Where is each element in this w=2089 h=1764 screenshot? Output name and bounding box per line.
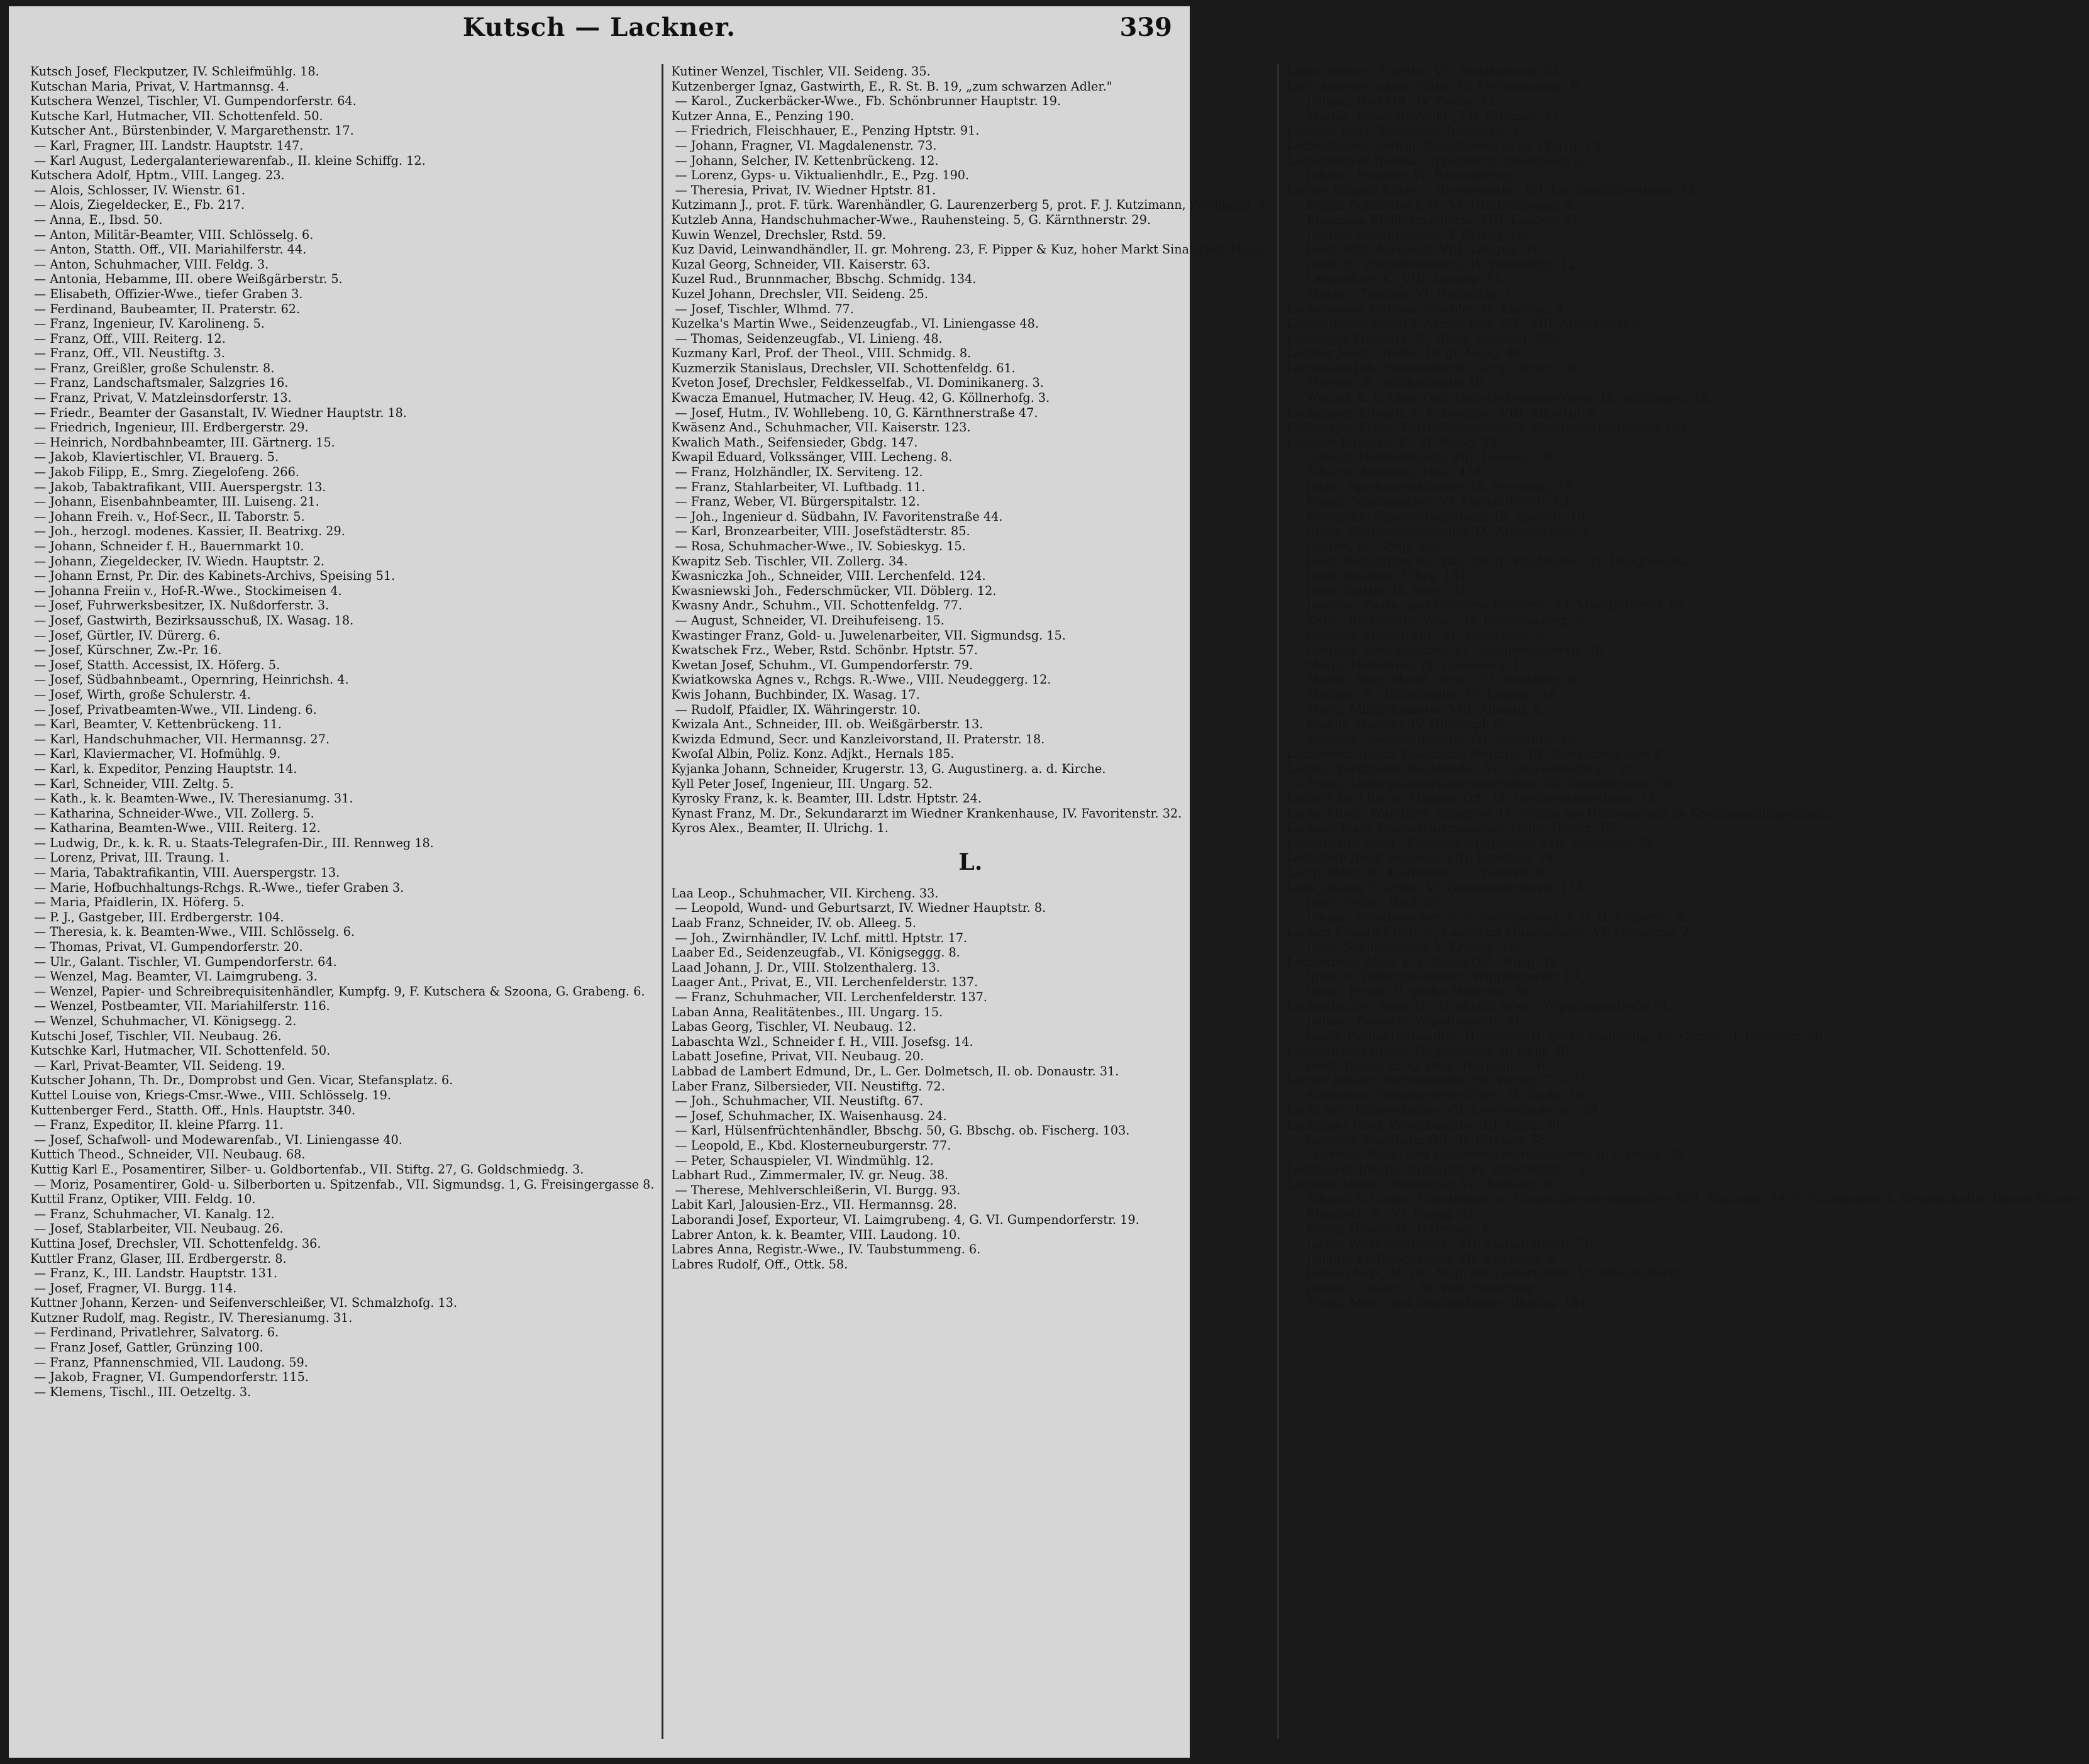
directory-entry: — Leopoldine, K., VIII. Langeg. 51. — [1290, 272, 1506, 287]
directory-entry: Lach Andreas, akad. Maler, IV. Fleischmanng. 6. — [1287, 79, 1583, 94]
directory-entry: — Johann, Post-Off., IV. Preßg. 11. — [1290, 94, 1499, 109]
directory-entry: Laa Leop., Schuhmacher, VII. Kircheng. 33. — [671, 885, 939, 901]
directory-entry: — Josef, Beamter, Whrg. 161. — [1290, 569, 1471, 584]
directory-entry: Kuzel Rud., Brunnmacher, Bbschg. Schmidg. 134. — [671, 272, 977, 287]
directory-entry: — Josef, Schuhmacher, V. Krongg. 15. — [1290, 940, 1521, 955]
directory-entry: Kwastinger Franz, Gold- u. Juwelenarbeiter, VII. Sigmundsg. 15. — [671, 628, 1066, 643]
directory-entry: — Karl, Bronzearbeiter, VIII. Josefstädterstr. 85. — [675, 524, 970, 539]
directory-entry: — Martin, Mag.-Markt-Cmsr., VII. Neustiftg. 93. — [1290, 672, 1586, 687]
directory-entry: Labatt Josefine, Privat, VII. Neubaug. 20. — [671, 1049, 924, 1064]
directory-entry: Lachenbauer Ludwig, Buchbinder, II. gr. Pfarrg. 14. — [1287, 138, 1605, 153]
directory-entry: — Johann, Schuhmacher, II. Schrottgießerg. 4, G. II. Praterstr. 8. — [1290, 909, 1688, 924]
directory-entry: — Ignaz v., Zeitungs-Redact., Wipplingerstr. 19. — [1290, 969, 1583, 984]
directory-entry: Lachenmayer Helena, Ursulinerin, Johannesg. 8. — [1287, 153, 1586, 168]
directory-entry: Lackenbach Alois, k. k. Kassa-Off., Whrg. 167. — [1287, 954, 1570, 969]
directory-entry: Labres Rudolf, Off., Ottk. 58. — [671, 1256, 848, 1272]
directory-entry: Kwapil Eduard, Volkssänger, VIII. Lecheng. 8. — [671, 450, 953, 465]
directory-entry: — Karl, Privat-Beamter, VII. Seideng. 19. — [34, 1058, 285, 1073]
directory-entry: — Karl, Beamter, V. Kettenbrückeng. 11. — [34, 717, 282, 732]
directory-entry: — Wenzel, k. k. Ober-Post-Amts-Oekonomie-Verw., IX. Währinger. 12. — [1290, 391, 1712, 406]
directory-entry: Kutscher Ant., Bürstenbinder, V. Margarethenstr. 17. — [30, 123, 354, 138]
directory-entry: — Johann Nep., M. Dr., Mag. der Geburtshilfe, VI. Mariahilferstr. 1. — [1290, 1266, 1704, 1281]
directory-entry: Lackl Joh., Bilderhändler, VII. Lerchenfelderstr. 29. — [1287, 1102, 1601, 1118]
directory-entry: Kwatschek Frz., Weber, Rstd. Schönbr. Hptstr. 57. — [671, 643, 978, 658]
directory-entry: — Josef, Sattler, IX. Seeg. 22. — [1290, 583, 1470, 598]
directory-entry: Laager Ant., Privat, E., VII. Lerchenfelderstr. 137. — [671, 975, 978, 990]
directory-entry: Kwäsenz And., Schuhmacher, VII. Kaiserstr. 123. — [671, 420, 971, 435]
directory-entry: — Franz, Schuhmacher, VI. Kanalg. 12. — [34, 1206, 275, 1221]
directory-entry: — Josef, Statth. Accessist, IX. Höferg. 5. — [34, 657, 280, 672]
directory-entry: — Franz, Ingenieur, IV. Karolineng. 5. — [34, 316, 265, 331]
directory-entry: Kwoſal Albin, Poliz. Konz. Adjkt., Hernals 185. — [671, 746, 955, 762]
directory-entry: — Leopold, Schuhmacher, VI. Gumpendorferstr. 40. — [1290, 643, 1607, 658]
directory-entry: Kuttich Theod., Schneider, VII. Neubaug. 68. — [30, 1147, 306, 1162]
directory-entry: — Klemens, Tischl., III. Oetzeltg. 3. — [34, 1384, 252, 1399]
directory-entry: — Johann, Fragner, VI. Magdalenenstr. 73. — [675, 138, 937, 153]
directory-entry: — Leopold, E., Kbd. Klosterneuburgerstr. 77. — [675, 1138, 951, 1153]
directory-entry: — Katharina, Beamten-Wwe., VIII. Reiterg. 12. — [34, 821, 321, 836]
directory-entry: Laban Anna, Realitätenbes., III. Ungarg. 15. — [671, 1004, 943, 1019]
directory-entry: Lachiewicz Julian, Eisenbahn-Beamter, III. Salesianergasse 27. — [1287, 746, 1673, 762]
directory-entry: Kutsch Josef, Fleckputzer, IV. Schleifmühlg. 18. — [30, 64, 319, 79]
directory-entry: — Rudolf, Pfaidler, IX. Währingerstr. 10. — [675, 702, 921, 717]
directory-entry: Kwacza Emanuel, Hutmacher, IV. Heug. 42, G. Köllnerhofg. 3. — [671, 391, 1050, 406]
directory-entry: — Josef, Gastwirth, Bezirksausschuß, IX. Wasag. 18. — [34, 613, 354, 628]
directory-entry: Kuzmany Karl, Prof. der Theol., VIII. Schmidg. 8. — [671, 346, 972, 361]
directory-entry: — Josef, Tischler, Wlhmd. 77. — [675, 301, 854, 316]
directory-entry: Labres Anna, Registr.-Wwe., IV. Taubstummeng. 6. — [671, 1242, 981, 1257]
directory-entry: — Jakob Filipp, E., Smrg. Ziegelofeng. 266. — [34, 465, 299, 480]
directory-entry: — Johann Freih. v., Hof-Secr., II. Taborstr. 5. — [34, 509, 305, 524]
directory-entry: Kutzer Anna, E., Penzing 190. — [671, 108, 855, 123]
directory-entry: Lachy Moriz B., Kaufmann, II. Praterstr. 8. — [1287, 865, 1548, 880]
directory-entry: Labbad de Lambert Edmund, Dr., L. Ger. Dolmetsch, II. ob. Donaustr. 31. — [671, 1064, 1119, 1079]
directory-entry: Lachstädter Mich., Eisenbahn-Ingenieur, VIII. Lercheng. 23. — [1287, 835, 1656, 850]
directory-entry: — Wenzel, Schuhmacher, VI. Königsegg. 2. — [34, 1014, 297, 1028]
directory-entry: — Franz, K., III. Landstr. Hauptstr. 131. — [34, 1266, 278, 1281]
directory-entry: — Franz, Pfannenschmied, VII. Laudong. 59. — [34, 1355, 308, 1370]
directory-entry: Lacker Johann, Pechbaendler, Sh. Wehrg. 72—73. — [1287, 1073, 1591, 1088]
directory-entry: Kuttig Karl E., Posamentirer, Silber- u. Goldbortenfab., VII. Stiftg. 27, G. Goldschmiedg. 3. — [30, 1162, 584, 1177]
directory-entry: — Karol., Zuckerbäcker-Wwe., Fb. Schönbrunner Hauptstr. 19. — [675, 94, 1061, 109]
directory-entry: — Josef, Min. Accessist, VIII. Langeg. 51. — [1290, 242, 1543, 257]
directory-entry: Kuttenberger Ferd., Statth. Off., Hnls. Hauptstr. 340. — [30, 1102, 356, 1118]
directory-entry: Kwiatkowska Agnes v., Rchgs. R.-Wwe., VIII. Neudeggerg. 12. — [671, 672, 1051, 687]
directory-entry: Kwetan Josef, Schuhm., VI. Gumpendorferstr. 79. — [671, 657, 973, 672]
directory-entry: — Lorenz, Privat, III. Traung. 1. — [34, 850, 230, 865]
directory-entry: — Josef, Weber, Rstd. 29. — [1290, 895, 1444, 910]
directory-entry: — Rosa, Schuhmacher-Wwe., IV. Sobieskyg. 15. — [675, 539, 966, 553]
directory-entry: Kuzel Johann, Drechsler, VII. Seideng. 25. — [671, 286, 928, 301]
directory-entry: Kynast Franz, M. Dr., Sekundararzt im Wiedner Krankenhause, IV. Favoritenstr. 32. — [671, 806, 1182, 821]
directory-entry: — Karl, Handschuhmacher, VII. Hermannsg. 27. — [34, 731, 330, 746]
directory-entry: — Heinrich, Nordbahnbeamter, III. Gärtnerg. 15. — [34, 435, 335, 450]
directory-entry: Lachner Barbara, E., VI. Webg. 22. — [1287, 435, 1501, 450]
directory-entry: Kwizala Ant., Schneider, III. ob. Weißgärberstr. 13. — [671, 717, 984, 732]
directory-entry: Kwasniczka Joh., Schneider, VIII. Lerchenfeld. 124. — [671, 569, 986, 584]
directory-entry: — Ferdinand, Baubeamter, II. Praterstr. 62. — [34, 301, 301, 316]
directory-entry: Kutzimann J., prot. F. türk. Warenhändler, G. Laurenzerberg 5, prot. F. J. Kutzimann, Predigerg. 5. — [671, 197, 1270, 213]
directory-entry: Lachermann Andreas, Tischler, IV. Karolyg. 4. — [1287, 301, 1568, 316]
directory-entry: Laad Johann, J. Dr., VIII. Stolzenthalerg. 13. — [671, 960, 940, 975]
directory-entry: — Anna, E., Ibsd. 50. — [34, 212, 163, 227]
directory-entry: — Therese, Mehlverschleißerin, VI. Burgg. 93. — [675, 1182, 961, 1197]
directory-entry: — Joh., Ingenieur d. Südbahn, IV. Favoritenstraße 44. — [675, 509, 1003, 524]
directory-entry: — Franz, Weber, VI. Bürgerspitalstr. 12. — [675, 494, 920, 509]
directory-entry: — Theresia, Mehl- und Hülsenfrüchtenhändlerin, II. Circusg. 35. — [1290, 1147, 1687, 1162]
directory-entry: Kutscher Johann, Th. Dr., Domprobst und Gen. Vicar, Stefansplatz. 6. — [30, 1073, 453, 1088]
directory-entry: — Moriz, Posamentirer, Gold- u. Silberborten u. Spitzenfab., VII. Sigmundsg. 1, G. Freisingergasse 8. — [34, 1177, 655, 1192]
directory-entry: Lachant Josef, Schneider, Bäckerstr. 1. — [1287, 123, 1524, 138]
directory-entry: Kwasny Andr., Schuhm., VII. Schottenfeldg. 77. — [671, 598, 963, 613]
directory-entry: — Franz, Ledergalanteriewarenarbeiter, VII. Neustiftgasse 56. — [1290, 776, 1675, 791]
directory-columns — [23, 64, 2081, 1739]
directory-entry: — Josef, Hutm., IV. Wohllebeng. 10, G. Kärnthnerstraße 47. — [675, 405, 1038, 420]
directory-entry: Laab Franz, Schneider, IV. ob. Alleeg. 5. — [671, 916, 916, 931]
directory-entry: — Josef, Hauer, E., O. Dblg. Herreng. 170. — [1290, 1058, 1549, 1073]
directory-entry: Lachinger Eleonora, E., Gbdg. Bäckerg. 255. — [1287, 331, 1562, 346]
directory-entry: — Ludwig, Dr., k. k. R. u. Staats-Telegrafen-Dir., III. Rennweg 18. — [34, 835, 434, 850]
directory-entry: Kutzner Rudolf, mag. Registr., IV. Theresianumg. 31. — [30, 1310, 353, 1325]
directory-entry: — Johann, Eisenbahnbeamter, III. Luiseng. 21. — [34, 494, 319, 509]
directory-entry: Kutsche Karl, Hutmacher, VII. Schottenfeld. 50. — [30, 108, 323, 123]
section-letter: L. — [958, 848, 983, 875]
column-left — [23, 64, 662, 1739]
directory-entry: — Franz, Expeditor, II. kleine Pfarrg. 11. — [34, 1118, 284, 1133]
directory-entry: Laaber Ed., Seidenzeugfab., VI. Königseggg. 8. — [671, 945, 960, 960]
directory-entry: — Johann Ernst, Pr. Dir. des Kabinets-Archivs, Speising 51. — [34, 569, 396, 584]
directory-entry: — Franz Josef, Gattler, Grünzing 100. — [34, 1340, 263, 1355]
directory-entry: Kutiner Wenzel, Tischler, VII. Seideng. 35. — [671, 64, 931, 79]
directory-entry: — Joh., Schuhmacher, VII. Neustiftg. 67. — [675, 1094, 924, 1109]
directory-entry: — Josef, Wirth, große Schulerstr. 4. — [34, 687, 251, 702]
directory-entry: — Therese, E., Mölkerbastei 10. — [1290, 375, 1488, 391]
directory-entry: Lackinger Josef, Privatbeamter, III. Hezg. 30. — [1287, 1118, 1565, 1133]
directory-entry: — P. J., Gastgeber, III. Erdbergerstr. 104. — [34, 909, 284, 924]
directory-entry: Lachstein Josef, Beamter, VIII. Laudong. 14. — [1287, 850, 1558, 865]
directory-entry: — Moriz, Militärbeamter, VIII. Albertg. 6. — [1290, 702, 1545, 717]
directory-entry: — Thomas, Seidenzeugfab., VI. Linieng. 48. — [675, 331, 943, 346]
page-header — [9, 6, 1190, 60]
directory-entry: — Johann, Glaser, O. St. Veit Thereſieng. 53. — [1290, 1280, 1562, 1295]
directory-entry: Lackenbacher Anna Th., Großhdlr.-Wwe., Wipplingerstraße 31. — [1287, 999, 1673, 1014]
directory-entry: Kutschke Karl, Hutmacher, VII. Schottenfeld. 50. — [30, 1043, 331, 1058]
directory-entry: — Franz, Schuhmacher, VI. Mariahilferstr. 63. — [1290, 494, 1573, 509]
directory-entry: — Karl, k. Expeditor, Penzing Hauptstr. 14. — [34, 761, 297, 776]
directory-entry: Labhart Rud., Zimmermaler, IV. gr. Neug. 38. — [671, 1168, 949, 1183]
directory-entry: Kyros Alex., Beamter, II. Ulrichg. 1. — [671, 821, 889, 836]
directory-entry: — Johann, Fragner, VI. Barnabiteng. 5. — [1290, 168, 1529, 183]
directory-entry: — Katharina, Fleischselcher-Wwe., IX. Badg. 10. — [1290, 1087, 1588, 1102]
directory-entry: — Johanna Freiin v., Hof-R.-Wwe., Stockimeisen 4. — [34, 583, 342, 598]
directory-entry: — Franz, Off., VIII. Reiterg. 12. — [34, 331, 226, 346]
directory-entry: Kyrosky Franz, k. k. Beamter, III. Ldstr. Hptstr. 24. — [671, 791, 982, 806]
directory-entry: — Franziska, Spielereihandlung, IX. Alserstr. 18. — [1290, 509, 1590, 524]
directory-entry: — Josef, Privatbeamten-Wwe., VII. Lindeng. 6. — [34, 702, 317, 717]
directory-entry: — August, Schneider, VI. Dreihufeiseng. 15. — [675, 613, 945, 628]
directory-entry: — Maria, Hebamme, IX. Garnisong. 1. — [1290, 657, 1524, 672]
directory-entry: Lachermayer Eduard, Armee-Reg. Off., VIII. Albertplatz 5. — [1287, 316, 1644, 331]
directory-entry: — Jakob, Tabaktrafikant, VIII. Auerspergstr. 13. — [34, 479, 326, 494]
directory-entry: — Josef, Registrator der Bau-Dir. d. Staatsbahn., IV. Heugasse 62. — [1290, 553, 1693, 569]
directory-entry: — Joh., Zwirnhändler, IV. Lchf. mittl. Hptstr. 17. — [675, 930, 968, 945]
directory-entry: — Johann, Schuhmacher, V. Griesg. 19. — [1290, 227, 1529, 242]
directory-entry: — Israel, Privat, II. große Mohreng. 36. — [1290, 984, 1533, 999]
directory-entry: — Friedrich, Ingenieur, III. Erdbergerstr. 29. — [34, 420, 309, 435]
directory-entry: — Josef, Kürschner, Zw.-Pr. 16. — [34, 643, 222, 658]
directory-entry: Lachmayer Franz, Perrückenmacher, V. Hundsthurmerstraße 122. — [1287, 420, 1692, 435]
directory-entry: Kuttel Louise von, Kriegs-Cmsr.-Wwe., VIII. Schlösselg. 19. — [30, 1087, 391, 1102]
directory-entry: — Maria, Tabaktrafikantin, VIII. Auerspergstr. 13. — [34, 865, 340, 880]
directory-entry: — Friedrich, Fleischhauer, E., Penzing Hptstr. 91. — [675, 123, 980, 138]
directory-entry: Labus Wenzel, Tischler, VII. Westbahnstr. 34. — [1287, 64, 1563, 79]
directory-entry: Kwalich Math., Seifensieder, Gbdg. 147. — [671, 435, 918, 450]
directory-entry: Kveton Josef, Drechsler, Feldkesselfab., VI. Dominikanerg. 3. — [671, 375, 1044, 391]
directory-entry: — Jakob, Spielwarenhändler, IX. Percheng. 19. — [1290, 479, 1577, 494]
directory-entry: Lachs Moriz, Wundarzt, Salzgries 14, Offizin am Heidenschuß im Kreditanstaltsgebäude. — [1287, 806, 1833, 821]
directory-entry: — Josef, Schafwoll- und Modewarenfab., VI. Liniengasse 40. — [34, 1132, 402, 1147]
directory-entry: — Josef, Fuhrwerksbesitzer, IX. Nußdorferstr. 3. — [34, 598, 330, 613]
directory-entry: Kuttner Johann, Kerzen- und Seifenverschleißer, VI. Schmalzhofg. 13. — [30, 1295, 458, 1311]
directory-entry: Kuwin Wenzel, Drechsler, Rstd. 59. — [671, 227, 887, 242]
directory-entry: — Karl, Klaviermacher, VI. Hofmühlg. 9. — [34, 746, 281, 762]
directory-entry: — Josef, E., Ziegelbrennerei, IV. Heumühlg. 12. — [1290, 257, 1580, 272]
directory-entry: — Johann, Selcher, IV. Kettenbrückeng. 12. — [675, 153, 939, 168]
directory-entry: — Marie, Hofbuchhaltungs-Rchgs. R.-Wwe., tiefer Graben 3. — [34, 880, 404, 895]
directory-entry: — Franz, Off., VII. Neustiftg. 3. — [34, 346, 225, 361]
directory-entry: — Rudolf, Musiker, IV. Ulrichspl. 8. — [1290, 717, 1505, 732]
directory-entry: — Karl, Fragner, III. Landstr. Hauptstr. 147. — [34, 138, 304, 153]
directory-entry: Lachnit Karl Rit. v., Magistr. Off., IX. Liechtensteinstraße 13. — [1287, 791, 1660, 806]
directory-entry: — Johann, Schneider f. H., Bauernmarkt 10. — [34, 539, 304, 553]
directory-entry: Kuz David, Leinwandhändler, II. gr. Mohreng. 23, F. Pipper & Kuz, hoher Markt Sina'sches Haus. — [671, 242, 1266, 257]
directory-entry: Lachnit Ferdinand, Buchbinder, VI. Gumpendorferstr. 15. — [1287, 761, 1638, 776]
directory-entry: Kwizda Edmund, Secr. und Kanzleivorstand, II. Praterstr. 18. — [671, 731, 1045, 746]
directory-entry: — Josef, Schuhmacher, IX. Waisenhausg. 24. — [675, 1108, 947, 1123]
directory-entry: — Susanna, Zwirnhändlerin, VII. Neustiftg. 28. — [1290, 731, 1580, 746]
directory-entry: — Elisabeth, Offizier-Wwe., tiefer Graben 3. — [34, 286, 303, 301]
directory-entry: — Franz, Greißler, große Schulenstr. 8. — [34, 360, 275, 375]
directory-entry: Lacher Eduard Edler v., Blumenmaler, VII. Lerchenfelderstraße 13. — [1287, 182, 1700, 197]
directory-entry: Kyll Peter Josef, Ingenieur, III. Ungarg. 52. — [671, 776, 933, 791]
directory-entry: — Eduard & Comp., Nürnberger- u. Chinasilberwarenhändler, VIII. Florianig. 39, G. Tuchlauben 2. Gesellschafter Daniel Krüner. — [1290, 1192, 2081, 1207]
directory-entry: — Anton, Statth. Off., VII. Mariahilferstr. 44. — [34, 242, 307, 257]
column-middle — [662, 64, 1277, 1739]
directory-entry: — Wenzel, Postbeamter, VII. Mariahilferstr. 116. — [34, 999, 330, 1014]
directory-entry: — Kath., k. k. Beamten-Wwe., IV. Theresianumg. 31. — [34, 791, 353, 806]
column-right — [1277, 64, 2089, 1739]
directory-entry: — Louis, Produktenhändler, Holzdepot II. große Stadtgutg. 13, Compt. II. Praterstr. 26. — [1290, 1028, 1827, 1043]
directory-entry: — Jakob, Wirthschaftsbes., VII. Mariahilferstr. 70. — [1290, 1236, 1597, 1251]
directory-entry: — Leopold, Magist.-Off., VI. Königsegg. 8. — [1290, 628, 1548, 643]
directory-entry: Laber Franz, Silbersieder, VII. Neustiftg. 72. — [671, 1079, 945, 1094]
directory-entry: — Karl August, Ledergalanteriewarenfab., II. kleine Schiffg. 12. — [34, 153, 426, 168]
directory-entry: — Friedr., Beamter der Gasanstalt, IV. Wiedner Hauptstr. 18. — [34, 405, 407, 420]
directory-entry: — Franz, Glaser, IX. D'Orsayg. 4. — [1290, 1221, 1493, 1236]
directory-entry: Kuzelka's Martin Wwe., Seidenzeugfab., VI. Liniengasse 48. — [671, 316, 1039, 331]
directory-entry: — Katharina, Schneider-Wwe., VII. Zollerg. 5. — [34, 806, 314, 821]
directory-entry: — Alois, Ziegeldecker, E., Fb. 217. — [34, 197, 245, 213]
directory-entry: Lacken Eduard Freih. v., Kustos im Münzkabinet, VI. Papageng. 2. — [1287, 924, 1693, 940]
directory-entry: Labas Georg, Tischler, VI. Neubaug. 12. — [671, 1019, 917, 1035]
directory-entry: — Ferdinand, Privatlehrer, Salvatorg. 6. — [34, 1325, 279, 1340]
directory-entry: — Theresia, k. k. Beamten-Wwe., VIII. Schlösselg. 6. — [34, 924, 355, 940]
directory-entry: — Josef, Gürtler, IV. Dürerg. 6. — [34, 628, 221, 643]
directory-entry: — Karl, Schneider, VIII. Zeltg. 5. — [34, 776, 234, 791]
directory-entry: — Franz, Schneider f. H., VI. Dreihufeiseng. 9. — [1290, 197, 1576, 213]
directory-entry: — Johann, E., Gbdg. 255. — [1290, 539, 1444, 553]
directory-entry: — Josefine, Zwirn- und Wollverschleißerin, VI. Mariahilferstr. 87. — [1290, 598, 1689, 613]
directory-entry: — Anton, Schuhmacher, VIII. Feldg. 3. — [34, 257, 269, 272]
directory-entry: — Joh., herzogl. modenes. Kassier, II. Beatrixg. 29. — [34, 524, 345, 539]
directory-entry: — Franziska Kleidermacherin, VIII. Langeg. 51. — [1290, 212, 1583, 227]
directory-entry: — Wenzel, Papier- und Schreibrequisitenhändler, Kumpfg. 9, F. Kutschera & Szoona, G. Grabeng. 6. — [34, 984, 645, 999]
directory-entry: — Peter, Schauspieler, VI. Windmühlg. 12. — [675, 1153, 934, 1168]
directory-entry: — Johann, Beamter, Wipplingerstr. 31. — [1290, 1014, 1526, 1028]
directory-entry: Lack Johann, Tischler, VI. Gumpendorferstr. 113. — [1287, 880, 1587, 895]
directory-entry: Labrer Anton, k. k. Beamter, VIII. Laudong. 10. — [671, 1227, 961, 1242]
directory-entry: Kutschera Wenzel, Tischler, VI. Gumpendorferstr. 64. — [30, 94, 357, 109]
page-number: 339 — [1119, 13, 1172, 42]
directory-entry: Kuttil Franz, Optiker, VIII. Feldg. 10. — [30, 1192, 256, 1207]
directory-entry: — Karl, Hülsenfrüchtenhändler, Bbschg. 50, G. Bbschg. ob. Fischerg. 103. — [675, 1123, 1130, 1138]
directory-entry: — Mathias, E., Holzhändler, VI. Linieng. 46. — [1290, 687, 1560, 702]
directory-entry: — Franz, Schuhmacher, VII. Lerchenfelderstr. 137. — [675, 990, 987, 1005]
directory-entry: — Elisabeth, E., VI. Burgg. 92. — [1290, 1206, 1478, 1221]
directory-entry: — Franz, Privat, V. Matzleinsdorferstr. 13. — [34, 391, 292, 406]
directory-entry: Lachler Josef, Trödler, IV. gr. Neug. 44. — [1287, 346, 1526, 361]
directory-entry: — Jakob, Fragner, VI. Gumpendorferstr. 115. — [34, 1370, 309, 1385]
directory-entry: — Ulr., Galant. Tischler, VI. Gumpendorferstr. 64. — [34, 954, 337, 969]
directory-entry: Labit Karl, Jalousien-Erz., VII. Hermannsg. 28. — [671, 1197, 957, 1212]
directory-entry: Kuttler Franz, Glaser, III. Erdbergerstr. 8. — [30, 1251, 287, 1266]
directory-entry: Kwis Johann, Buchbinder, IX. Wasag. 17. — [671, 687, 920, 702]
directory-entry: — Kath., Tonkünstler-Wwe., IV. Dannhauserg. 7. — [1290, 613, 1585, 628]
directory-entry: Lackenbauer Franz, Ziegeldecker, II. Dblg. 40. — [1287, 1043, 1573, 1058]
directory-entry: — Maxim., Tischler, VI. Hofmühlg. 1. — [1290, 286, 1517, 301]
directory-entry: — Lorenz, Gyps- u. Viktualienhdlr., E., Pzg. 190. — [675, 168, 970, 183]
directory-entry: — Eduard, Assistent, Hnls. 418. — [1290, 465, 1486, 480]
directory-entry: Kuzal Georg, Schneider, VII. Kaiserstr. 63. — [671, 257, 931, 272]
directory-entry: Kwasniewski Joh., Federschmücker, VII. Döblerg. 12. — [671, 583, 997, 598]
directory-entry: — Jakob, Klaviertischler, VI. Brauerg. 5. — [34, 450, 279, 465]
directory-entry: Labaschta Wzl., Schneider f. H., VIII. Josefsg. 14. — [671, 1034, 973, 1049]
directory-page — [9, 6, 2081, 1758]
directory-entry: — Wenzel, Mag. Beamter, VI. Laimgrubeng. 3. — [34, 969, 318, 984]
directory-entry: — Franz, Stahlarbeiter, VI. Luftbadg. 11. — [675, 479, 926, 494]
directory-entry: — Josef, Stablarbeiter, VII. Neubaug. 26. — [34, 1221, 284, 1236]
directory-entry: — Maria, Pfaidlerin, IX. Höferg. 5. — [34, 895, 245, 910]
directory-entry: — Josef, Fragner, VI. Burgg. 114. — [34, 1280, 237, 1295]
directory-entry: Kwapitz Seb. Tischler, VII. Zollerg. 34. — [671, 553, 908, 569]
directory-entry: Kutzenberger Ignaz, Gastwirth, E., R. St. B. 19, „zum schwarzen Adler." — [671, 79, 1112, 94]
directory-entry: — Leopold, Wund- und Geburtsarzt, IV. Wiedner Hauptstr. 8. — [675, 901, 1046, 916]
directory-entry: Kutschi Josef, Tischler, VII. Neubaug. 26. — [30, 1028, 282, 1043]
directory-entry: — Johann, Kaffeeschänker, VII. Kircheng. 6. — [1290, 1251, 1560, 1266]
directory-entry: Lachmayer Eduard, k. k. Beamter, VIII. Albertpl. 6. — [1287, 405, 1600, 420]
directory-entry: — Thomas, Privat, VI. Gumpendorferstr. 20. — [34, 940, 303, 955]
directory-entry: Kuttina Josef, Drechsler, VII. Schottenfeldg. 36. — [30, 1236, 321, 1251]
directory-entry: Lackner Josef, Regenschirmmacher, Gbdg. Hptstr. 33. — [1287, 821, 1617, 836]
directory-entry: Kuzmerzik Stanislaus, Drechsler, VII. Schottenfeldg. 61. — [671, 360, 1016, 375]
directory-entry: Lackmayer Johann, Spängler, VI. Eßterhazyg. 15. — [1287, 1162, 1589, 1177]
directory-entry: Laborandi Josef, Exporteur, VI. Laimgrubeng. 4, G. VI. Gumpendorferstr. 19. — [671, 1212, 1139, 1227]
directory-entry: — Theresia, Privat, IV. Wiedner Hptstr. 81. — [675, 182, 936, 197]
directory-entry: Lackner Anton, Uhrmacher, VII. Seideng. 9. — [1287, 1177, 1556, 1192]
directory-entry: — Antonia, Hebamme, III. obere Weißgärberstr. 5. — [34, 272, 343, 287]
directory-entry: — Franz, Holzhändler, IX. Serviteng. 12. — [675, 465, 923, 480]
running-head: Kutsch — Lackner. — [462, 13, 736, 42]
directory-entry: — Josef, Südbahnbeamt., Opernring, Heinrichsh. 4. — [34, 672, 349, 687]
directory-entry: — Alois, Schlosser, IV. Wienstr. 61. — [34, 182, 246, 197]
directory-entry: — Martin, Konzepts-Adjkt., VII. Strozzig. 47. — [1290, 108, 1563, 123]
directory-entry: Kutzleb Anna, Handschuhmacher-Wwe., Rauhensteing. 5, G. Kärnthnerstr. 29. — [671, 212, 1151, 227]
directory-entry: Lachmann Joh., Bestandwirth, Grzg. Ortsstr. 68. — [1287, 360, 1582, 375]
directory-entry: — Eduard, Handelsmann, VIII. Leneng. 18. — [1290, 450, 1554, 465]
directory-entry: — Franz, Landschaftsmaler, Salzgries 16. — [34, 375, 289, 391]
directory-entry: — Ignaz, Schraubenerzeuger, IX. Alserbachstr. 3. — [1290, 524, 1592, 539]
directory-entry: Kyjanka Johann, Schneider, Krugerstr. 13, G. Augustinerg. a. d. Kirche. — [671, 761, 1106, 776]
directory-entry: — Anton, Militär-Beamter, VIII. Schlösselg. 6. — [34, 227, 314, 242]
directory-entry: — Johann, Ziegeldecker, IV. Wiedn. Hauptstr. 2. — [34, 553, 325, 569]
directory-entry: — Leopold, Nordbahn-Off., II. Circusg. 35. — [1290, 1132, 1550, 1147]
directory-entry: — Franz, Mehl- und Fruchthändler, Bbschg. 184. — [1290, 1295, 1590, 1311]
directory-entry: Kutschera Adolf, Hptm., VIII. Langeg. 23. — [30, 168, 285, 183]
directory-entry: Kutschan Maria, Privat, V. Hartmannsg. 4. — [30, 79, 290, 94]
